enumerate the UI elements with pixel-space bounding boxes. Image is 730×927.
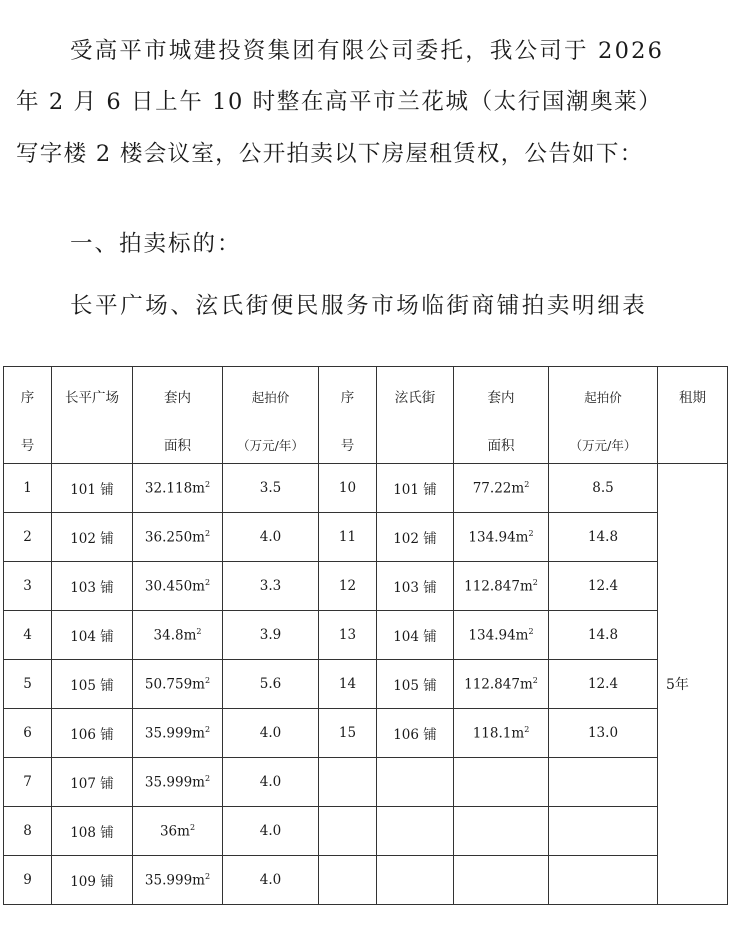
cell-seq-b (319, 758, 377, 807)
area-value: 32.118 (144, 480, 193, 497)
cell-shop-b (377, 856, 454, 905)
header-term-label: 租期 (679, 390, 706, 406)
cell-area-a (133, 856, 223, 905)
cell-price-a: 4.0 (223, 709, 319, 758)
cell-area-a (133, 611, 223, 660)
table-row (4, 856, 728, 905)
cell-area-a (133, 807, 223, 856)
cell-area-b (454, 611, 549, 660)
table-row (4, 611, 728, 660)
header-price-b-top: 起拍价 (584, 390, 622, 405)
table-row (4, 807, 728, 856)
area-value: 112.847 (464, 676, 520, 693)
area-unit-superscript: 2 (204, 675, 211, 685)
intro-line-2: 年 2 月 6 日上午 10 时整在高平市兰花城（太行国潮奥莱） (16, 89, 663, 115)
area-unit: m (192, 480, 205, 497)
table-row (4, 513, 728, 562)
area-unit: m (177, 823, 190, 840)
cell-area-a (133, 513, 223, 562)
cell-shop-a: 107 铺 (52, 758, 133, 807)
header-group-b (377, 367, 454, 464)
area-unit: m (515, 627, 529, 644)
cell-shop-b: 105 铺 (377, 660, 454, 709)
header-area-a-bottom: 面积 (164, 438, 191, 454)
cell-shop-b: 102 铺 (377, 513, 454, 562)
cell-seq-a: 7 (4, 758, 52, 807)
area-value: 134.94 (468, 627, 516, 644)
table-row (4, 562, 728, 611)
cell-price-b (549, 807, 658, 856)
header-price-a-bottom: （万元/年） (237, 438, 304, 453)
header-area-b-bottom: 面积 (487, 438, 515, 454)
cell-price-a: 4.0 (223, 758, 319, 807)
header-term (658, 367, 728, 464)
cell-seq-b: 10 (319, 464, 377, 513)
area-value: 35.999 (144, 725, 193, 742)
area-value: 118.1 (472, 725, 512, 742)
area-unit: m (183, 627, 197, 644)
header-area-a (133, 367, 223, 464)
area-unit: m (192, 872, 205, 889)
area-unit: m (511, 725, 525, 742)
cell-seq-b (319, 856, 377, 905)
area-value: 35.999 (144, 872, 193, 889)
area-unit-superscript: 2 (524, 724, 530, 734)
area-unit-superscript: 2 (204, 577, 211, 587)
header-seq-b-bottom: 号 (340, 438, 355, 454)
area-unit-superscript: 2 (204, 773, 211, 783)
area-unit-superscript: 2 (532, 675, 538, 685)
cell-price-a: 4.0 (223, 856, 319, 905)
area-unit-superscript: 2 (528, 626, 534, 636)
area-unit-superscript: 2 (524, 479, 530, 489)
header-seq-a-top: 序 (20, 390, 35, 406)
cell-seq-a: 9 (4, 856, 52, 905)
cell-price-a: 5.6 (223, 660, 319, 709)
area-value: 36.250 (144, 529, 193, 546)
cell-shop-b (377, 807, 454, 856)
cell-price-a: 3.3 (223, 562, 319, 611)
cell-shop-a: 103 铺 (52, 562, 133, 611)
cell-area-a (133, 464, 223, 513)
header-group-a (52, 367, 133, 464)
area-unit: m (192, 774, 205, 791)
cell-shop-a: 108 铺 (52, 807, 133, 856)
cell-seq-b: 15 (319, 709, 377, 758)
cell-shop-a: 102 铺 (52, 513, 133, 562)
cell-seq-b: 14 (319, 660, 377, 709)
cell-shop-b: 103 铺 (377, 562, 454, 611)
area-unit-superscript: 2 (196, 626, 202, 636)
cell-area-b (454, 807, 549, 856)
area-unit: m (519, 676, 533, 693)
header-area-b-top: 套内 (487, 390, 515, 406)
cell-area-b (454, 513, 549, 562)
cell-price-b: 14.8 (549, 611, 658, 660)
cell-area-b (454, 709, 549, 758)
cell-area-a (133, 562, 223, 611)
cell-seq-a: 6 (4, 709, 52, 758)
cell-seq-b: 12 (319, 562, 377, 611)
cell-seq-a: 8 (4, 807, 52, 856)
cell-price-b: 8.5 (549, 464, 658, 513)
cell-price-a: 3.5 (223, 464, 319, 513)
header-seq-b-top: 序 (340, 390, 355, 406)
table-row (4, 709, 728, 758)
cell-area-b (454, 856, 549, 905)
cell-seq-b: 13 (319, 611, 377, 660)
cell-seq-a: 2 (4, 513, 52, 562)
header-area-b (454, 367, 549, 464)
cell-shop-b: 101 铺 (377, 464, 454, 513)
cell-price-a: 3.9 (223, 611, 319, 660)
cell-area-a (133, 709, 223, 758)
cell-shop-b: 104 铺 (377, 611, 454, 660)
table-row (4, 758, 728, 807)
area-value: 34.8 (153, 627, 184, 644)
area-value: 77.22 (472, 480, 512, 497)
cell-shop-a: 109 铺 (52, 856, 133, 905)
area-unit-superscript: 2 (532, 577, 538, 587)
header-group-b-label: 泫氏街 (394, 390, 436, 406)
cell-seq-b: 11 (319, 513, 377, 562)
table-row (4, 660, 728, 709)
cell-seq-a: 5 (4, 660, 52, 709)
area-unit-superscript: 2 (189, 822, 196, 832)
header-price-b (549, 367, 658, 464)
header-seq-a (4, 367, 52, 464)
cell-seq-a: 4 (4, 611, 52, 660)
cell-area-a (133, 758, 223, 807)
area-unit-superscript: 2 (204, 724, 211, 734)
cell-seq-b (319, 807, 377, 856)
area-value: 35.999 (144, 774, 193, 791)
cell-shop-b (377, 758, 454, 807)
area-value: 134.94 (468, 529, 516, 546)
area-unit-superscript: 2 (528, 528, 534, 538)
cell-price-b (549, 856, 658, 905)
cell-price-a: 4.0 (223, 513, 319, 562)
header-group-a-label: 长平广场 (65, 390, 119, 406)
header-price-a-top: 起拍价 (251, 390, 290, 405)
header-area-a-top: 套内 (164, 390, 191, 406)
intro-line-1: 受高平市城建投资集团有限公司委托，我公司于 2026 (70, 38, 665, 64)
area-unit: m (192, 529, 205, 546)
area-unit-superscript: 2 (204, 479, 211, 489)
cell-price-b: 12.4 (549, 562, 658, 611)
area-value: 50.759 (144, 676, 193, 693)
cell-shop-a: 106 铺 (52, 709, 133, 758)
area-unit-superscript: 2 (204, 871, 211, 881)
area-value: 112.847 (464, 578, 520, 595)
cell-area-a (133, 660, 223, 709)
cell-price-a: 4.0 (223, 807, 319, 856)
cell-shop-a: 101 铺 (52, 464, 133, 513)
table-row (4, 464, 728, 513)
area-unit: m (192, 725, 205, 742)
cell-area-b (454, 758, 549, 807)
area-unit: m (511, 480, 525, 497)
area-unit-superscript: 2 (204, 528, 211, 538)
cell-area-b (454, 464, 549, 513)
cell-area-b (454, 660, 549, 709)
cell-seq-a: 3 (4, 562, 52, 611)
area-value: 30.450 (144, 578, 193, 595)
cell-price-b: 12.4 (549, 660, 658, 709)
header-seq-a-bottom: 号 (20, 438, 35, 454)
cell-seq-a: 1 (4, 464, 52, 513)
cell-price-b: 14.8 (549, 513, 658, 562)
cell-price-b: 13.0 (549, 709, 658, 758)
table-header-row (4, 367, 728, 464)
cell-shop-a: 105 铺 (52, 660, 133, 709)
cell-price-b (549, 758, 658, 807)
auction-table (3, 366, 728, 905)
section-heading: 一、拍卖标的： (70, 231, 242, 257)
header-seq-b (319, 367, 377, 464)
area-unit: m (192, 676, 205, 693)
lease-term-cell: 5年 (658, 464, 728, 905)
area-unit: m (515, 529, 529, 546)
header-price-b-bottom: （万元/年） (569, 438, 637, 453)
header-price-a (223, 367, 319, 464)
area-unit: m (519, 578, 533, 595)
intro-line-3: 写字楼 2 楼会议室，公开拍卖以下房屋租赁权，公告如下： (16, 141, 644, 167)
area-unit: m (192, 578, 205, 595)
table-title: 长平广场、泫氏街便民服务市场临街商铺拍卖明细表 (70, 293, 648, 319)
cell-shop-b: 106 铺 (377, 709, 454, 758)
cell-area-b (454, 562, 549, 611)
cell-shop-a: 104 铺 (52, 611, 133, 660)
area-value: 36 (159, 823, 178, 840)
